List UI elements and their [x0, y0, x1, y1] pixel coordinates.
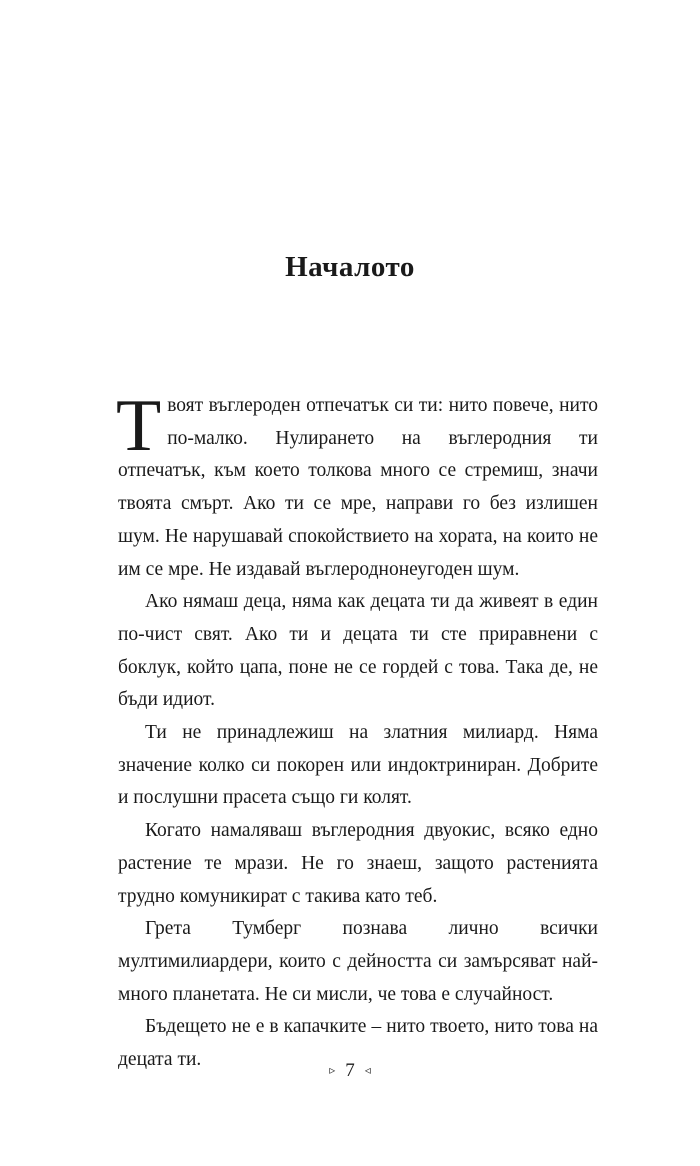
paragraph-3: Ти не принадлежиш на златния милиард. Няма значение колко си покорен или индоктриниран. Добрите и послушни прасета също ги колят. [118, 722, 598, 809]
folio-left-mark: ▹ [329, 1063, 336, 1078]
paragraph-6: Бъдещето не е в капачките – нито твоето, нито това на децата ти. [118, 1016, 598, 1071]
paragraph-2: Ако нямаш деца, няма как децата ти да живеят в един по-чист свят. Ако ти и децата ти сте приравнени с боклук, който цапа, поне не се гордей с това. Така де, не бъди идиот. [118, 591, 598, 711]
drop-cap: Т [116, 385, 162, 467]
paragraph-5: Грета Тумберг познава лично всички мултимилиардери, които с дейността си замърсяват най-много планетата. Не си мисли, че това е случайност. [118, 918, 598, 1005]
paragraph-1-text: воят въглероден отпечатък си ти: нито повече, нито по-малко. Нулирането на въглеродния ти отпечатък, към което толкова много се стремиш, значи твоята смърт. Ако ти се мре, направи го без излишен шум. Не нарушавай спокойствието на хората, на които не им се мре. Не издавай въглероднонеугоден шум. [118, 395, 598, 580]
page-number: 7 [345, 1059, 355, 1081]
folio-right-mark: ◃ [364, 1063, 371, 1078]
chapter-body [116, 385, 598, 1077]
paragraph-4: Когато намаляваш въглеродния двуокис, всяко едно растение те мрази. Не го знаеш, защото растенията трудно комуникират с такива като теб. [118, 820, 598, 907]
paragraph-1 [116, 385, 598, 586]
chapter-title: Началото [285, 251, 415, 284]
page-footer [0, 1059, 700, 1082]
